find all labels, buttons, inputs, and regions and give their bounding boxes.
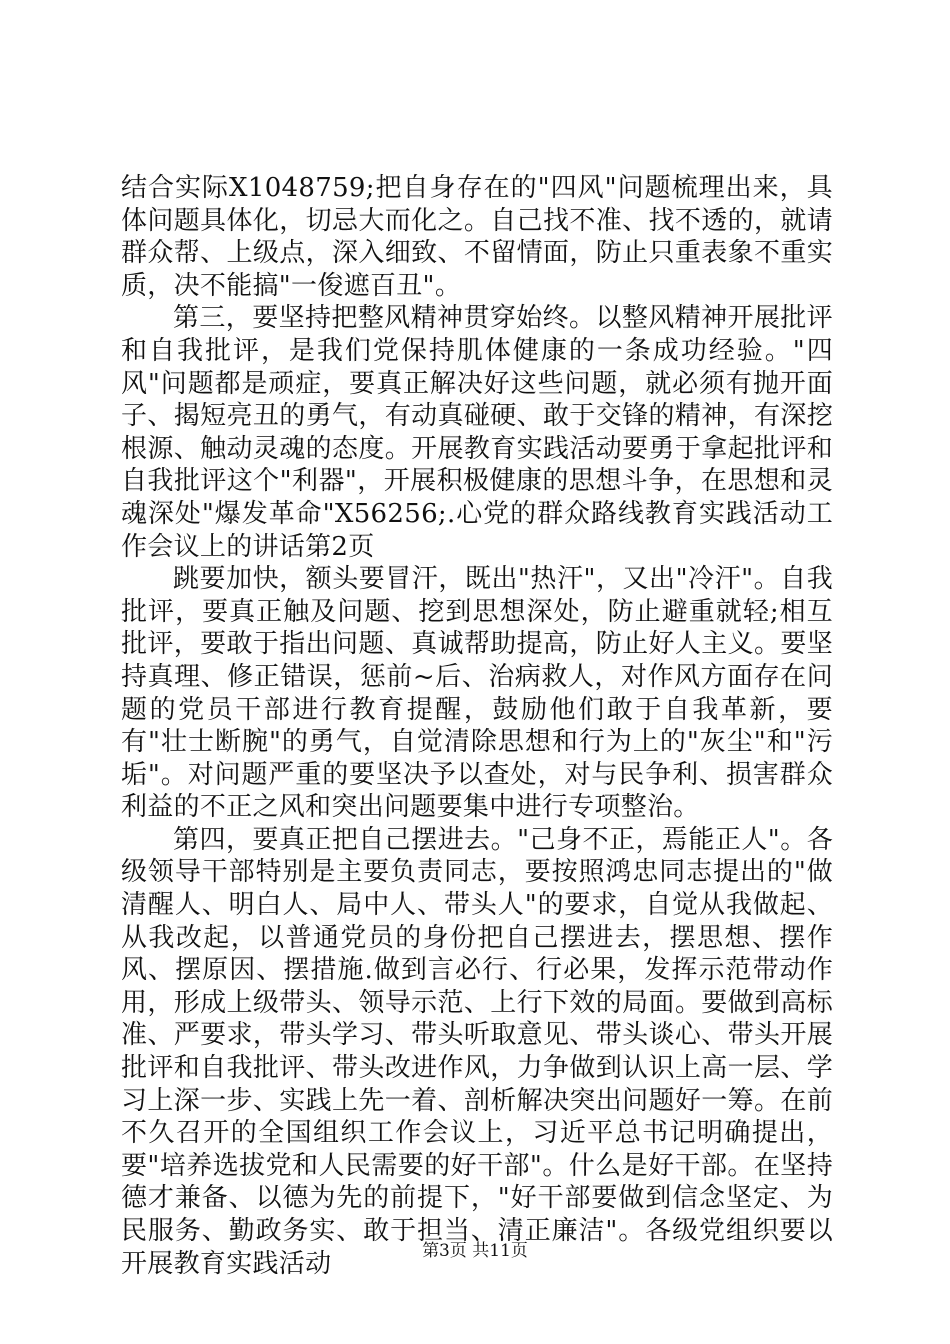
document-body xyxy=(121,172,833,1280)
page-footer: 第3页 共11页 xyxy=(422,1241,528,1261)
paragraph-3: 跳要加快，额头要冒汗，既出"热汗"，又出"冷汗"。自我批评，要真正触及问题、挖到思想深处，防止避重就轻;相互批评，要敢于指出问题、真诚帮助提高，防止好人主义。要坚持真理、修正错误，惩前~后、治病救人，对作风方面存在问题的党员干部进行教育提醒，鼓励他们敢于自我革新，要有"壮士断腕"的勇气，自觉清除思想和行为上的"灰尘"和"污垢"。对问题严重的要坚决予以查处，对与民争利、损害群众利益的不正之风和突出问题要集中进行专项整治。 xyxy=(121,564,833,823)
paragraph-2: 第三，要坚持把整风精神贯穿始终。以整风精神开展批评和自我批评，是我们党保持肌体健康的一条成功经验。"四风"问题都是顽症，要真正解决好这些问题，就必须有抛开面子、揭短亮丑的勇气，有动真碰硬、敢于交锋的精神，有深挖根源、触动灵魂的态度。开展教育实践活动要勇于拿起批评和自我批评这个"利器"，开展积极健康的思想斗争，在思想和灵魂深处"爆发革命"X56256;.心党的群众路线教育实践活动工作会议上的讲话第2页 xyxy=(121,303,833,562)
paragraph-1: 结合实际X1048759;把自身存在的"四风"问题梳理出来，具体问题具体化，切忌大而化之。自己找不准、找不透的，就请群众帮、上级点，深入细致、不留情面，防止只重表象不重实质，决不能搞"一俊遮百丑"。 xyxy=(121,173,833,301)
paragraph-4: 第四，要真正把自己摆进去。"己身不正，焉能正人"。各级领导干部特别是主要负责同志，要按照鸿忠同志提出的"做清醒人、明白人、局中人、带头人"的要求，自觉从我做起、从我改起，以普通党员的身份把自己摆进去，摆思想、摆作风、摆原因、摆措施.做到言必行、行必果，发挥示范带动作用，形成上级带头、领导示范、上行下效的局面。要做到高标准、严要求，带头学习、带头听取意见、带头谈心、带头开展批评和自我批评、带头改进作风，力争做到认识上高一层、学习上深一步、实践上先一着、剖析解决突出问题好一筹。在前不久召开的全国组织工作会议上，习近平总书记明确提出，要"培养选拔党和人民需要的好干部"。什么是好干部。在坚持德才兼备、以德为先的前提下，"好干部要做到信念坚定、为民服务、勤政务实、敢于担当、清正廉洁"。各级党组织要以开展教育实践活动 xyxy=(121,824,833,1279)
